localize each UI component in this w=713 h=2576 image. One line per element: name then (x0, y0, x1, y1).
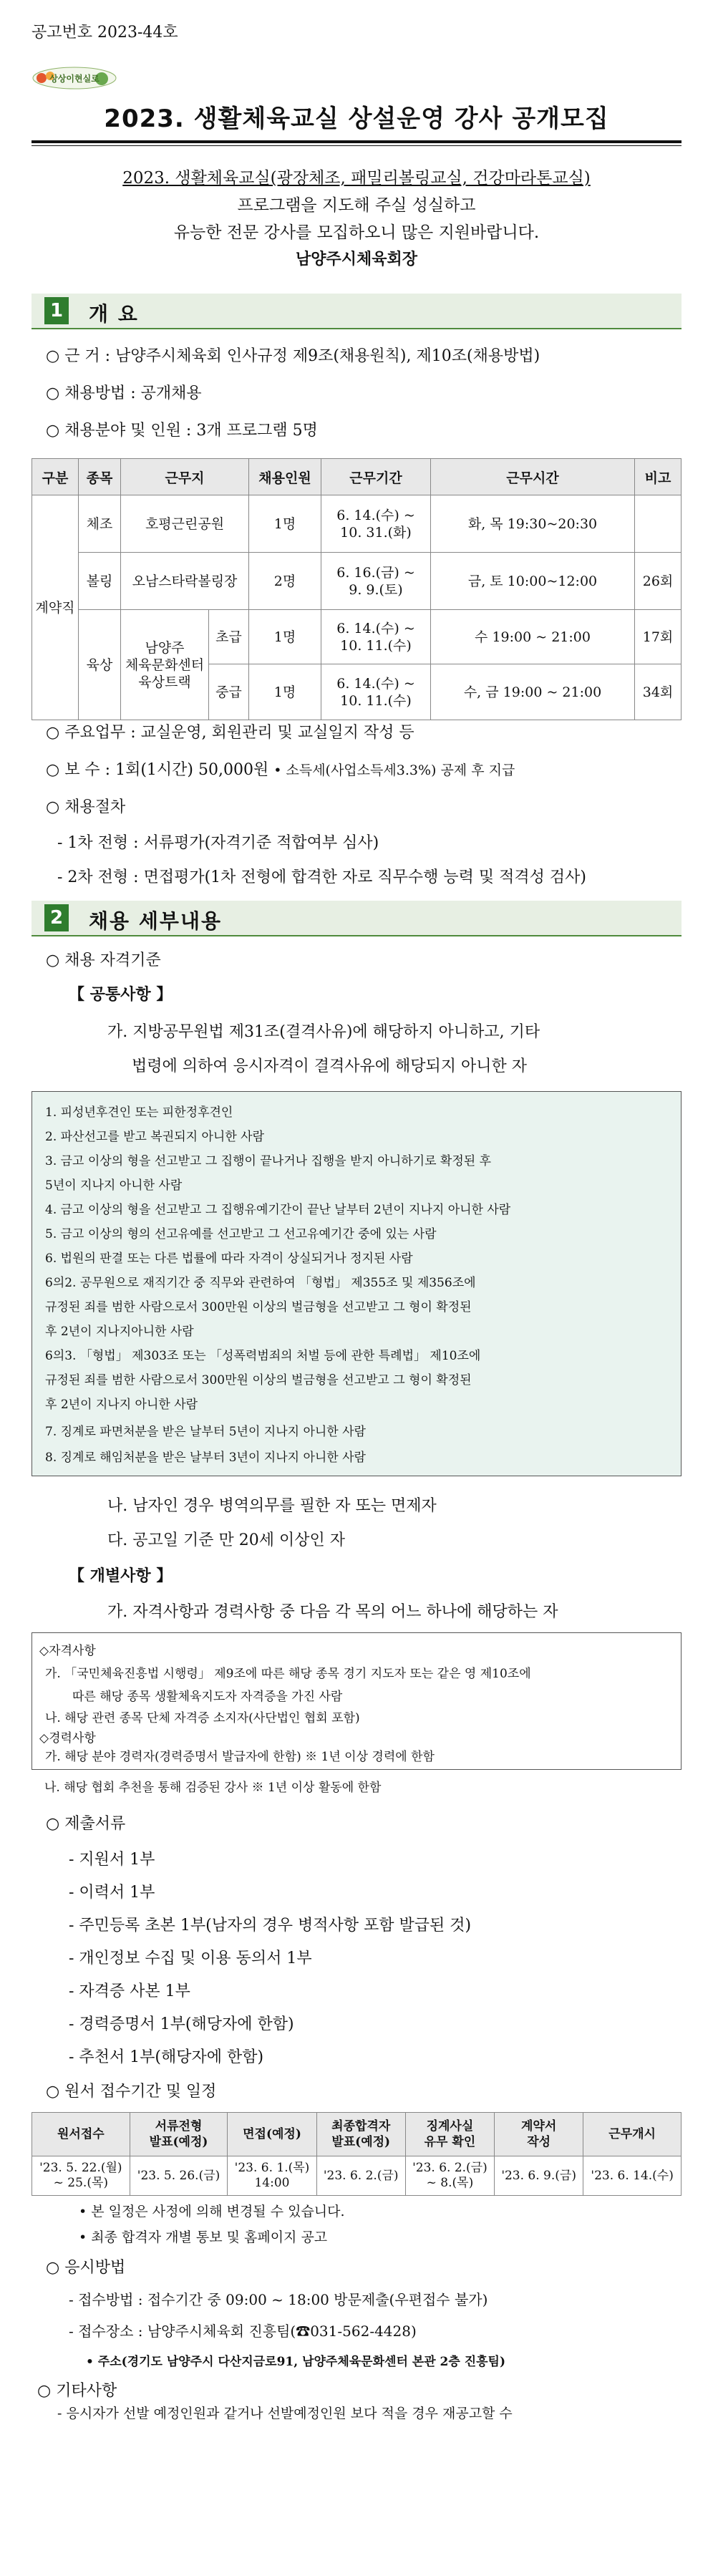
cell-place (121, 610, 209, 720)
pay-note: • 소득세(사업소득세3.3%) 공제 후 지급 (273, 762, 515, 778)
duties-line: ○ 주요업무 : 교실운영, 회원관리 및 교실일지 작성 등 (46, 724, 414, 742)
period-end: 9. 9.(토) (349, 581, 403, 598)
cert-b: 나. 해당 관련 종목 단체 자격증 소지자(사단법인 협회 포함) (45, 1711, 360, 1725)
pay-line (46, 757, 515, 780)
disq-item: 6의3. 「형법」 제303조 또는 「성폭력범죄의 처벌 등에 관한 특례법」 제10조에 (45, 1349, 481, 1363)
cell-note: 17회 (635, 610, 682, 664)
doc-item: - 추천서 1부(해당자에 한함) (69, 2048, 264, 2066)
field-line: ○ 채용분야 및 인원 : 3개 프로그램 5명 (46, 422, 318, 440)
cell-note (635, 495, 682, 553)
cell-period (321, 664, 431, 720)
th-discipline: 징계사실 유무 확인 (405, 2113, 494, 2156)
cell-count: 1명 (249, 495, 321, 553)
th-sport: 종목 (79, 459, 121, 495)
proc-step-1: - 1차 전형 : 서류평가(자격기준 적합여부 심사) (57, 834, 379, 852)
section-1-title: 개 요 (89, 302, 139, 326)
etc-head: ○ 기타사항 (37, 2382, 117, 2400)
section-1-header (31, 294, 682, 329)
th-start: 근무개시 (583, 2113, 682, 2156)
th-interview: 면접(예정) (228, 2113, 316, 2156)
cell-doc-result: '23. 5. 26.(금) (130, 2156, 228, 2196)
cell-start: '23. 6. 14.(수) (583, 2156, 682, 2196)
method-line: ○ 채용방법 : 공개채용 (46, 384, 202, 402)
cell-time: 금, 토 10:00~12:00 (431, 553, 635, 610)
cell-note: 26회 (635, 553, 682, 610)
schedule-table (31, 2112, 682, 2196)
th-final: 최종합격자 발표(예정) (316, 2113, 405, 2156)
cell-period (321, 610, 431, 664)
city-logo (31, 66, 117, 90)
cell-time: 화, 목 19:30~20:30 (431, 495, 635, 553)
sched-note-1: • 본 일정은 사정에 의해 변경될 수 있습니다. (79, 2204, 345, 2219)
th-apply: 원서접수 (32, 2113, 130, 2156)
schedule-value-row (32, 2156, 682, 2196)
table-row (32, 553, 682, 610)
cell-discipline: '23. 6. 2.(금) ~ 8.(목) (405, 2156, 494, 2196)
career-b: 나. 해당 협회 추천을 통해 검증된 강사 ※ 1년 이상 활동에 한함 (44, 1781, 382, 1795)
disq-item: 후 2년이 지나지 아니한 사람 (45, 1398, 198, 1412)
qual-head: ○ 채용 자격기준 (46, 952, 161, 969)
proc-head: ○ 채용절차 (46, 798, 126, 816)
indiv-head: 【 개별사항 】 (69, 1567, 173, 1585)
cell-count: 1명 (249, 610, 321, 664)
table-row (32, 610, 682, 664)
logo-text: 상상이현실로 (49, 74, 100, 84)
doc-item: - 경력증명서 1부(해당자에 한함) (69, 2015, 294, 2033)
disq-item: 후 2년이 지나지아니한 사람 (45, 1325, 194, 1339)
schedule-header-row (32, 2113, 682, 2156)
cell-period (321, 553, 431, 610)
notice-number: 공고번호 2023-44호 (31, 24, 178, 42)
disq-item: 규정된 죄를 범한 사람으로서 300만원 이상의 벌금형을 선고받고 그 형이 확정된 (45, 1300, 472, 1314)
disq-item: 5. 금고 이상의 형의 선고유예를 선고받고 그 선고유예기간 중에 있는 사람 (45, 1227, 437, 1241)
apply-place: - 접수장소 : 남양주시체육회 진흥팀(☎031-562-4428) (69, 2323, 417, 2340)
intro-org: 남양주시체육회장 (295, 251, 418, 268)
pay-label: ○ 보 수 : 1회(1시간) 50,000원 (46, 761, 269, 779)
cell-interview: '23. 6. 1.(목) 14:00 (228, 2156, 316, 2196)
section-2-title: 채용 세부내용 (89, 909, 223, 933)
disq-item: 3. 금고 이상의 형을 선고받고 그 집행이 끝나거나 집행을 받지 아니하기로 확정된 후 (45, 1154, 491, 1168)
disq-item: 7. 징계로 파면처분을 받은 날부터 5년이 지나지 아니한 사람 (45, 1425, 366, 1439)
cell-sport: 볼링 (79, 553, 121, 610)
recruit-table-header (32, 459, 682, 495)
cell-contract: '23. 6. 9.(금) (495, 2156, 583, 2196)
doc-item: - 주민등록 초본 1부(남자의 경우 병적사항 포함 발급된 것) (69, 1917, 472, 1935)
intro-line-1: 2023. 생활체육교실(광장체조, 패밀리볼링교실, 건강마라톤교실) (122, 169, 591, 188)
intro-line-2: 프로그램을 지도해 주실 성실하고 (237, 196, 476, 215)
th-doc-result: 서류전형 발표(예정) (130, 2113, 228, 2156)
period-end: 10. 31.(화) (340, 524, 412, 541)
cell-count: 2명 (249, 553, 321, 610)
period-end: 10. 11.(수) (340, 637, 412, 654)
cert-a2: 따른 해당 종목 생활체육지도자 자격증을 가진 사람 (72, 1690, 343, 1704)
th-note: 비고 (635, 459, 682, 495)
apply-head: ○ 응시방법 (46, 2259, 126, 2277)
cell-sport: 육상 (79, 610, 121, 720)
place-line-3: 육상트랙 (138, 674, 191, 690)
th-time: 근무시간 (431, 459, 635, 495)
doc-item: - 개인정보 수집 및 이용 동의서 1부 (69, 1950, 312, 1967)
page-title: 2023. 생활체육교실 상설운영 강사 공개모집 (104, 105, 609, 133)
cell-count: 1명 (249, 664, 321, 720)
cell-final: '23. 6. 2.(금) (316, 2156, 405, 2196)
disq-item: 5년이 지나지 아니한 사람 (45, 1178, 183, 1193)
period-start: 6. 14.(수) ~ (336, 507, 415, 523)
cell-group: 계약직 (32, 495, 79, 720)
th-contract: 계약서 작성 (495, 2113, 583, 2156)
schedule-head: ○ 원서 접수기간 및 일정 (46, 2083, 217, 2101)
proc-step-2: - 2차 전형 : 면접평가(1차 전형에 합격한 자로 직무수행 능력 및 적격성 검사) (57, 868, 586, 886)
disq-item: 8. 징계로 해임처분을 받은 날부터 3년이 지나지 아니한 사람 (45, 1451, 366, 1465)
period-end: 10. 11.(수) (340, 692, 412, 709)
section-2-header (31, 901, 682, 936)
th-count: 채용인원 (249, 459, 321, 495)
career-head: ◇경력사항 (39, 1731, 96, 1745)
common-ga-2: 법령에 의하여 응시자격이 결격사유에 해당되지 아니한 자 (132, 1057, 528, 1075)
qualification-box (31, 1632, 682, 1770)
title-rule-thin (31, 145, 682, 146)
disq-item: 6의2. 공무원으로 재직기간 중 직무와 관련하여 「형법」 제355조 및 제356조에 (45, 1276, 476, 1290)
cell-period (321, 495, 431, 553)
disq-item: 4. 금고 이상의 형을 선고받고 그 집행유예기간이 끝난 날부터 2년이 지나지 아니한 사람 (45, 1203, 511, 1217)
period-start: 6. 14.(수) ~ (336, 675, 415, 692)
indiv-ga: 가. 자격사항과 경력사항 중 다음 각 목의 어느 하나에 해당하는 자 (107, 1603, 558, 1621)
cell-note: 34회 (635, 664, 682, 720)
etc-line: - 응시자가 선발 예정인원과 같거나 선발예정인원 보다 적을 경우 재공고할 수 (57, 2406, 513, 2421)
cell-time: 수, 금 19:00 ~ 21:00 (431, 664, 635, 720)
table-row (32, 495, 682, 553)
section-2-number: 2 (44, 904, 69, 931)
cert-a1: 가. 「국민체육진흥법 시행령」 제9조에 따른 해당 종목 경기 지도자 또는 같은 영 제10조에 (45, 1667, 531, 1681)
section-1-number: 1 (44, 297, 69, 324)
cell-time: 수 19:00 ~ 21:00 (431, 610, 635, 664)
doc-item: - 자격증 사본 1부 (69, 1982, 190, 2000)
intro-block (31, 165, 682, 273)
common-ga-1: 가. 지방공무원법 제31조(결격사유)에 해당하지 아니하고, 기타 (107, 1023, 540, 1041)
place-line-2: 체육문화센터 (125, 657, 205, 673)
cell-place: 오남스타락볼링장 (121, 553, 249, 610)
docs-head: ○ 제출서류 (46, 1815, 126, 1833)
th-place: 근무지 (121, 459, 249, 495)
period-start: 6. 14.(수) ~ (336, 620, 415, 636)
sched-note-2: • 최종 합격자 개별 통보 및 홈페이지 공고 (79, 2229, 328, 2245)
cell-place: 호평근린공원 (121, 495, 249, 553)
title-rule (31, 140, 682, 143)
common-na: 나. 남자인 경우 병역의무를 필한 자 또는 면제자 (107, 1497, 437, 1515)
cell-apply: '23. 5. 22.(월) ~ 25.(목) (32, 2156, 130, 2196)
cell-level: 중급 (209, 664, 249, 720)
basis-line: ○ 근 거 : 남양주시체육회 인사규정 제9조(채용원칙), 제10조(채용방법) (46, 347, 540, 365)
intro-line-3: 유능한 전문 강사를 모집하오니 많은 지원바랍니다. (173, 223, 540, 242)
apply-address: • 주소(경기도 남양주시 다산지금로91, 남양주체육문화센터 본관 2층 진흥팀) (86, 2355, 506, 2369)
period-start: 6. 16.(금) ~ (336, 564, 415, 581)
place-line-1: 남양주 (145, 639, 185, 656)
cell-sport: 체조 (79, 495, 121, 553)
th-category: 구분 (32, 459, 79, 495)
common-da: 다. 공고일 기준 만 20세 이상인 자 (107, 1531, 345, 1549)
disq-item: 2. 파산선고를 받고 복권되지 아니한 사람 (45, 1130, 264, 1144)
disq-item: 1. 피성년후견인 또는 피한정후견인 (45, 1105, 233, 1120)
common-head: 【 공통사항 】 (69, 985, 173, 1004)
apply-method: - 접수방법 : 접수기간 중 09:00 ~ 18:00 방문제출(우편접수 불가) (69, 2291, 488, 2308)
recruit-table (31, 458, 682, 720)
cell-level: 초급 (209, 610, 249, 664)
cert-head: ◇자격사항 (39, 1644, 96, 1658)
disqualification-box (31, 1091, 682, 1476)
doc-item: - 지원서 1부 (69, 1851, 155, 1869)
doc-item: - 이력서 1부 (69, 1884, 155, 1902)
disq-item: 규정된 죄를 범한 사람으로서 300만원 이상의 벌금형을 선고받고 그 형이 확정된 (45, 1373, 472, 1388)
th-period: 근무기간 (321, 459, 431, 495)
career-a: 가. 해당 분야 경력자(경력증명서 발급자에 한함) ※ 1년 이상 경력에 한함 (45, 1750, 435, 1764)
disq-item: 6. 법원의 판결 또는 다른 법률에 따라 자격이 상실되거나 정지된 사람 (45, 1251, 413, 1266)
